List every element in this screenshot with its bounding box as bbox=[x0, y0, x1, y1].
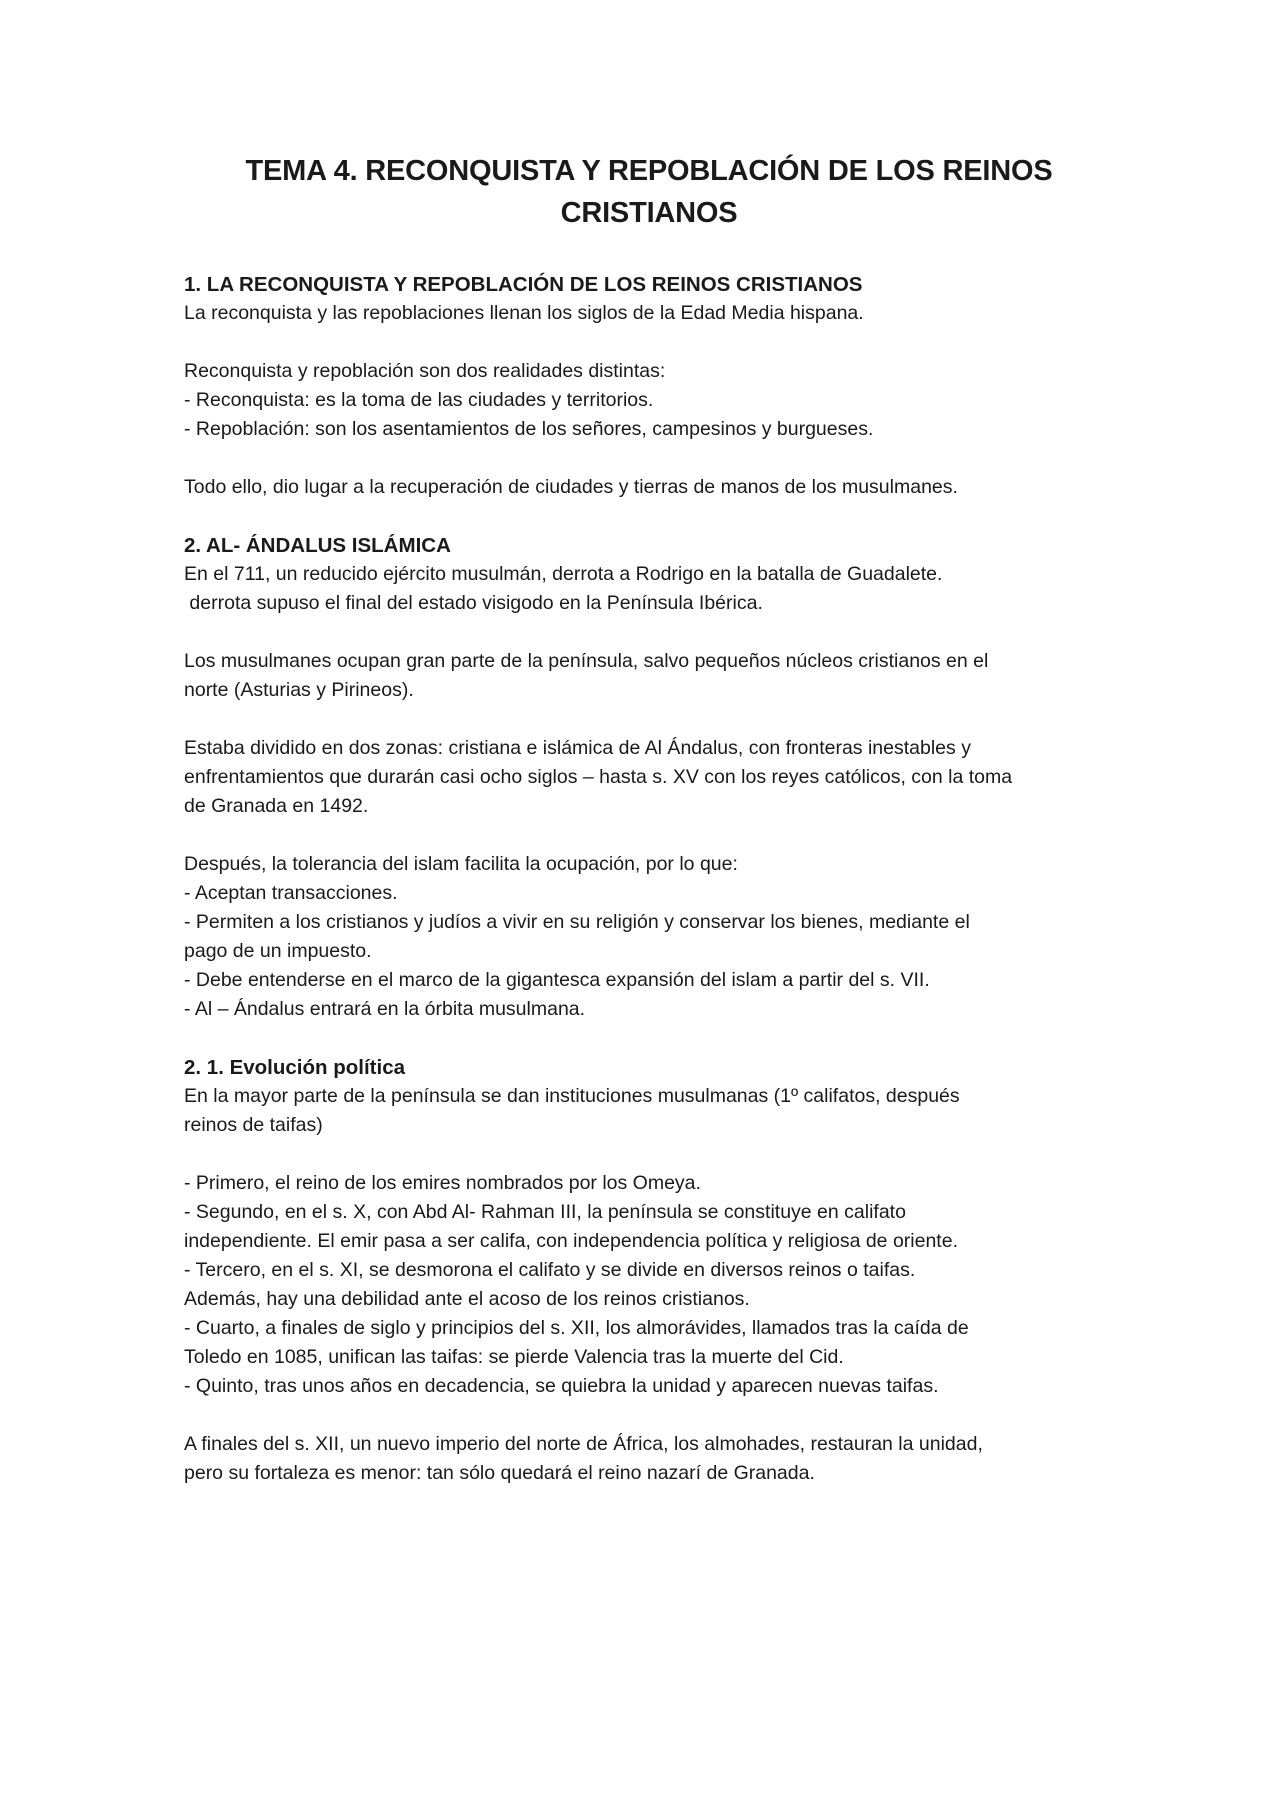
paragraph-line: Después, la tolerancia del islam facilita la ocupación, por lo que: bbox=[184, 853, 738, 875]
list-item: Toledo en 1085, unifican las taifas: se pierde Valencia tras la muerte del Cid. bbox=[184, 1346, 844, 1368]
list-item: - Quinto, tras unos años en decadencia, se quiebra la unidad y aparecen nuevas taifas. bbox=[184, 1375, 939, 1397]
list-item: - Tercero, en el s. XI, se desmorona el califato y se divide en diversos reinos o taifas. bbox=[184, 1259, 916, 1281]
title-line: TEMA 4. RECONQUISTA Y REPOBLACIÓN DE LOS REINOS bbox=[245, 155, 1053, 187]
paragraph-line: Reconquista y repoblación son dos realidades distintas: bbox=[184, 360, 666, 382]
section-2-1 bbox=[184, 1053, 1114, 1488]
paragraph-line: enfrentamientos que durarán casi ocho siglos – hasta s. XV con los reyes católicos, con la toma bbox=[184, 766, 1013, 788]
section-2 bbox=[184, 531, 1114, 1053]
paragraph-line: En el 711, un reducido ejército musulmán, derrota a Rodrigo en la batalla de Guadalete. bbox=[184, 563, 943, 585]
paragraph-line: reinos de taifas) bbox=[184, 1114, 323, 1136]
section-heading: 1. LA RECONQUISTA Y REPOBLACIÓN DE LOS REINOS CRISTIANOS bbox=[184, 273, 863, 296]
list-item: - Primero, el reino de los emires nombrados por los Omeya. bbox=[184, 1172, 701, 1194]
paragraph-line: A finales del s. XII, un nuevo imperio del norte de África, los almohades, restauran la unidad, bbox=[184, 1433, 983, 1455]
list-item: - Al – Ándalus entrará en la órbita musulmana. bbox=[184, 998, 586, 1020]
paragraph-line: La reconquista y las repoblaciones llenan los siglos de la Edad Media hispana. bbox=[184, 302, 864, 324]
document-title bbox=[184, 150, 1114, 234]
list-item: Además, hay una debilidad ante el acoso de los reinos cristianos. bbox=[184, 1288, 750, 1310]
paragraph-line: derrota supuso el final del estado visigodo en la Península Ibérica. bbox=[184, 592, 763, 614]
section-heading: 2. AL- ÁNDALUS ISLÁMICA bbox=[184, 534, 451, 557]
list-item: - Aceptan transacciones. bbox=[184, 882, 398, 904]
paragraph-line: Todo ello, dio lugar a la recuperación de ciudades y tierras de manos de los musulmanes. bbox=[184, 476, 958, 498]
list-item: independiente. El emir pasa a ser califa, con independencia política y religiosa de oriente. bbox=[184, 1230, 958, 1252]
section-1 bbox=[184, 270, 1114, 531]
list-item: - Reconquista: es la toma de las ciudades y territorios. bbox=[184, 389, 654, 411]
paragraph-line: pero su fortaleza es menor: tan sólo quedará el reino nazarí de Granada. bbox=[184, 1462, 815, 1484]
title-line: CRISTIANOS bbox=[560, 197, 738, 229]
list-item: - Segundo, en el s. X, con Abd Al- Rahman III, la península se constituye en califato bbox=[184, 1201, 906, 1223]
list-item: - Repoblación: son los asentamientos de los señores, campesinos y burgueses. bbox=[184, 418, 874, 440]
list-item: - Cuarto, a finales de siglo y principios del s. XII, los almorávides, llamados tras la caída de bbox=[184, 1317, 969, 1339]
list-item: - Debe entenderse en el marco de la gigantesca expansión del islam a partir del s. VII. bbox=[184, 969, 930, 991]
paragraph-line: En la mayor parte de la península se dan instituciones musulmanas (1º califatos, después bbox=[184, 1085, 960, 1107]
section-heading: 2. 1. Evolución política bbox=[184, 1056, 405, 1079]
list-item: - Permiten a los cristianos y judíos a vivir en su religión y conservar los bienes, mediante el bbox=[184, 911, 970, 933]
paragraph-line: Los musulmanes ocupan gran parte de la península, salvo pequeños núcleos cristianos en el bbox=[184, 650, 989, 672]
paragraph-line: norte (Asturias y Pirineos). bbox=[184, 679, 414, 701]
list-item: pago de un impuesto. bbox=[184, 940, 372, 962]
paragraph-line: de Granada en 1492. bbox=[184, 795, 369, 817]
paragraph-line: Estaba dividido en dos zonas: cristiana e islámica de Al Ándalus, con fronteras inestables y bbox=[184, 737, 971, 759]
document-page bbox=[184, 150, 1114, 1488]
